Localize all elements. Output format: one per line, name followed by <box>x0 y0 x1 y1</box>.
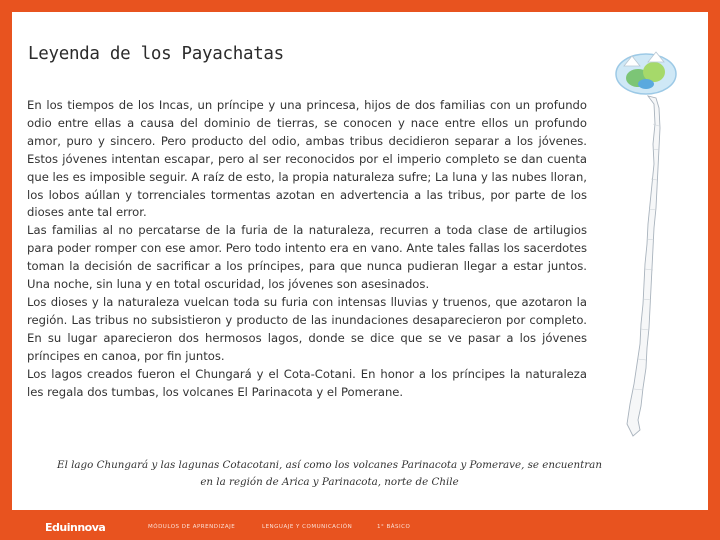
chile-map-icon <box>610 44 680 444</box>
chungara-lakes-illustration <box>616 52 676 94</box>
country-outline <box>627 96 660 436</box>
paragraph: En los tiempos de los Incas, un príncipe y una princesa, hijos de dos familias con un profundo odio entre ellas a causa del dominio de tierras, se conocen y nace entre ellos un profundo amor, puro y sincero. Pero producto del odio, ambas tribus decidieron separar a los jóvenes. Estos jóvenes intentan escapar, pero al ser reconocidos por el imperio completo se dan cuenta que les es imposible seguir. A raíz de esto, la propia naturaleza sufre; La luna y las nubes lloran, los lobos aúllan y torrenciales tormentas azotan en advertencia a las tribus, por parte de los dioses ante tal error. <box>27 98 587 220</box>
paragraph: Los lagos creados fueron el Chungará y el Cota-Cotani. En honor a los príncipes la naturaleza les regala dos tumbas, los volcanes El Parinacota y el Pomerane. <box>27 366 587 399</box>
menu-button[interactable]: Menú <box>620 443 670 462</box>
footer-link-modulos[interactable]: MÓDULOS DE APRENDIZAJE <box>148 524 236 530</box>
content-card <box>12 12 708 510</box>
page-title: Leyenda de los Payachatas <box>28 44 284 64</box>
footer-link-basico[interactable]: 1° BÁSICO <box>377 524 411 530</box>
paragraph: Las familias al no percatarse de la furia de la naturaleza, recurren a toda clase de artilugios para poder romper con ese amor. Pero todo intento era en vano. Ante tales fallas los sacerdotes toman la decisión de sacrificar a los príncipes, para que nunca pudieran llegar a estar juntos. Una noche, sin luna y en total oscuridad, los jóvenes son asesinados. <box>27 223 587 292</box>
legend-text <box>27 97 587 401</box>
image-caption: El lago Chungará y las lagunas Cotacotani, así como los volcanes Parinacota y Pomerave, se encuentran en la región de Arica y Parinacota, norte de Chile <box>57 459 602 488</box>
footer-link-lenguaje[interactable]: LENGUAJE Y COMUNICACIÓN <box>262 524 353 530</box>
footer-bar <box>0 512 720 540</box>
paragraph: Los dioses y la naturaleza vuelcan toda su furia con intensas lluvias y truenos, que azotaron la región. Las tribus no subsistieron y producto de las inundaciones desaparecieron por completo. En su lugar aparecieron dos hermosos lagos, donde se dice que se ve pasar a los jóvenes príncipes en canoa, por fin juntos. <box>27 294 587 363</box>
brand-logo[interactable]: Eduinnova <box>45 521 106 534</box>
